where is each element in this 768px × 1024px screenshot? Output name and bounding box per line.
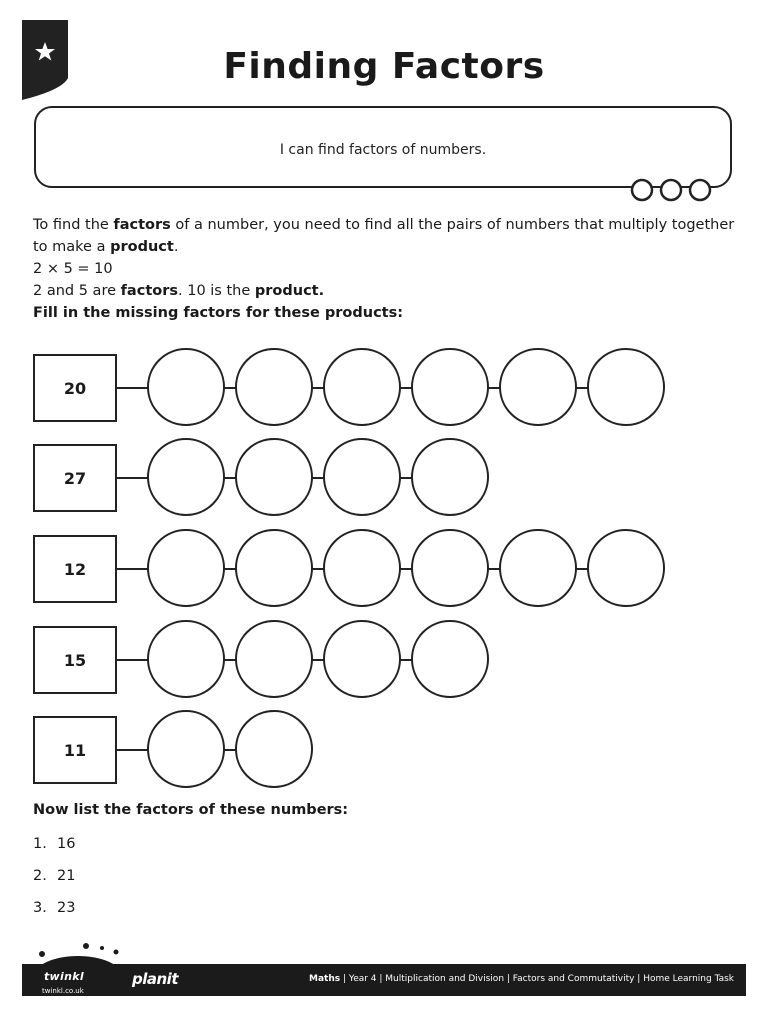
factor-row xyxy=(33,348,733,428)
product-box: 15 xyxy=(33,626,117,694)
rings-decoration xyxy=(628,176,716,204)
factor-circle[interactable] xyxy=(323,529,401,607)
factor-row xyxy=(33,438,733,518)
factor-circle[interactable] xyxy=(499,529,577,607)
factor-circle[interactable] xyxy=(147,348,225,426)
factor-row xyxy=(33,710,733,790)
factor-circle[interactable] xyxy=(235,529,313,607)
footer-url: twinkl.co.uk xyxy=(42,987,84,995)
intro-line-1: To find the factors of a number, you need to find all the pairs of numbers that multiply together xyxy=(33,217,735,233)
factor-circle[interactable] xyxy=(235,710,313,788)
objective-text: I can find factors of numbers. xyxy=(279,142,487,158)
factor-circle[interactable] xyxy=(147,620,225,698)
factor-circle[interactable] xyxy=(587,348,665,426)
factor-circle[interactable] xyxy=(587,529,665,607)
list-item-value: 21 xyxy=(57,868,76,884)
factor-circle[interactable] xyxy=(323,620,401,698)
factor-row xyxy=(33,529,733,609)
instruction: Fill in the missing factors for these products: xyxy=(33,305,404,321)
list-item: 3. 23 xyxy=(33,900,76,916)
intro-line-2: to make a product. xyxy=(33,239,179,255)
factor-circle[interactable] xyxy=(499,348,577,426)
product-box: 12 xyxy=(33,535,117,603)
list-heading: Now list the factors of these numbers: xyxy=(33,802,349,818)
intro-text xyxy=(33,214,743,324)
factor-circle[interactable] xyxy=(235,348,313,426)
factor-circle[interactable] xyxy=(323,348,401,426)
factor-circle[interactable] xyxy=(411,529,489,607)
product-box: 27 xyxy=(33,444,117,512)
product-box: 20 xyxy=(33,354,117,422)
factor-circle[interactable] xyxy=(411,438,489,516)
intro-example: 2 × 5 = 10 xyxy=(33,261,113,277)
factor-circle[interactable] xyxy=(147,529,225,607)
footer-brand: twinkl xyxy=(44,970,84,983)
footer xyxy=(22,964,746,996)
footer-meta: Maths | Year 4 | Multiplication and Division | Factors and Commutativity | Home Learning Task xyxy=(309,974,734,984)
intro-line-4: 2 and 5 are factors. 10 is the product. xyxy=(33,283,325,299)
factor-circle[interactable] xyxy=(235,438,313,516)
factor-circle[interactable] xyxy=(411,620,489,698)
list-item: 2. 21 xyxy=(33,868,76,884)
list-item: 1. 16 xyxy=(33,836,76,852)
factor-circle[interactable] xyxy=(147,438,225,516)
factor-circle[interactable] xyxy=(411,348,489,426)
factor-row xyxy=(33,620,733,700)
footer-planit: planit xyxy=(132,970,178,988)
list-item-value: 23 xyxy=(57,900,76,916)
factor-circle[interactable] xyxy=(235,620,313,698)
list-item-value: 16 xyxy=(57,836,76,852)
factor-circle[interactable] xyxy=(323,438,401,516)
page-title: Finding Factors xyxy=(223,46,545,87)
product-box: 11 xyxy=(33,716,117,784)
factor-circle[interactable] xyxy=(147,710,225,788)
